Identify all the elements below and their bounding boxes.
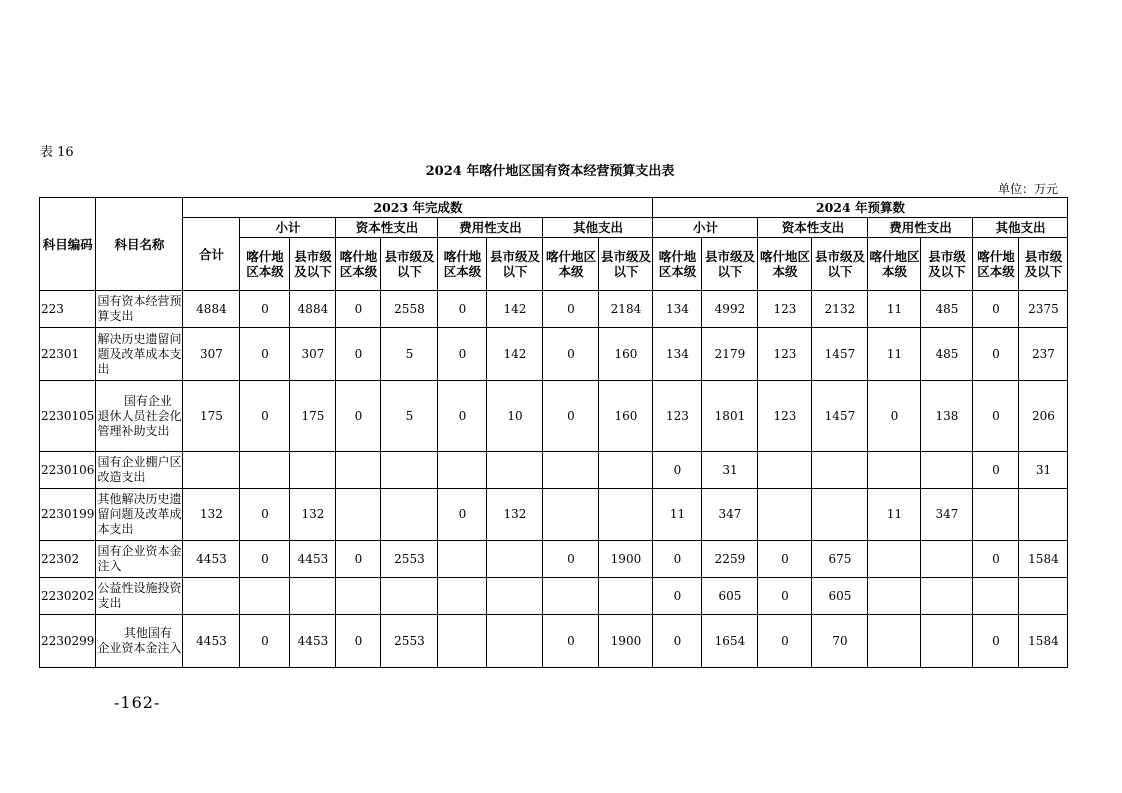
row-value: 0 (973, 615, 1019, 668)
row-name: 解决历史遗留问题及改革成本支出 (96, 328, 183, 381)
row-value: 0 (973, 452, 1019, 489)
row-code: 22301 (40, 328, 96, 381)
row-value: 0 (543, 328, 599, 381)
row-value: 0 (240, 381, 290, 452)
row-value: 605 (812, 578, 868, 615)
row-value: 0 (240, 541, 290, 578)
row-value (973, 578, 1019, 615)
row-code: 2230202 (40, 578, 96, 615)
row-value: 0 (240, 328, 290, 381)
row-value (868, 452, 921, 489)
row-value: 123 (758, 328, 812, 381)
row-value (921, 452, 973, 489)
row-value: 31 (1019, 452, 1068, 489)
row-value: 2553 (381, 541, 438, 578)
header-exp-county-2024: 县市级及以下 (921, 238, 973, 291)
row-name: 国有企业资本金注入 (96, 541, 183, 578)
header-group-2024: 2024 年预算数 (653, 198, 1068, 218)
header-st-local-2023: 喀什地区本级 (240, 238, 290, 291)
row-value (381, 452, 438, 489)
row-value: 307 (290, 328, 336, 381)
row-value (240, 578, 290, 615)
row-value (868, 615, 921, 668)
row-value (812, 489, 868, 541)
row-value (921, 615, 973, 668)
row-value (599, 578, 653, 615)
row-value: 132 (487, 489, 543, 541)
row-value: 160 (599, 381, 653, 452)
header-st-county-2024: 县市级及以下 (702, 238, 758, 291)
row-name: 国有资本经营预算支出 (96, 291, 183, 328)
row-value: 675 (812, 541, 868, 578)
header-exp-local-2023: 喀什地区本级 (438, 238, 487, 291)
header-exp-local-2024: 喀什地区本级 (868, 238, 921, 291)
row-value (240, 452, 290, 489)
row-value: 0 (336, 615, 381, 668)
page-number-suffix: - (153, 693, 161, 712)
row-value: 0 (973, 381, 1019, 452)
row-value (812, 452, 868, 489)
row-value: 142 (487, 291, 543, 328)
row-name: 其他国有企业资本金注入 (96, 615, 183, 668)
row-value: 4453 (290, 541, 336, 578)
row-code: 22302 (40, 541, 96, 578)
header-other-2024: 其他支出 (973, 218, 1068, 238)
row-value: 175 (290, 381, 336, 452)
header-name: 科目名称 (96, 198, 183, 291)
row-value: 0 (438, 489, 487, 541)
row-value: 0 (240, 615, 290, 668)
row-value (599, 452, 653, 489)
row-name: 国有企业棚户区改造支出 (96, 452, 183, 489)
header-subtotal-2023: 小计 (240, 218, 336, 238)
row-value (381, 578, 438, 615)
table-label: 表 16 (40, 145, 74, 160)
table-row (40, 541, 1068, 578)
row-value: 5 (381, 328, 438, 381)
row-value: 2132 (812, 291, 868, 328)
row-value: 485 (921, 291, 973, 328)
row-value: 0 (758, 578, 812, 615)
row-value: 0 (336, 291, 381, 328)
header-oth-county-2024: 县市级及以下 (1019, 238, 1068, 291)
row-value: 4884 (183, 291, 240, 328)
table-row (40, 328, 1068, 381)
row-code: 2230105 (40, 381, 96, 452)
row-value: 0 (438, 291, 487, 328)
row-value: 2259 (702, 541, 758, 578)
row-value: 4992 (702, 291, 758, 328)
row-value: 134 (653, 291, 702, 328)
row-value: 11 (868, 489, 921, 541)
row-value: 11 (653, 489, 702, 541)
page-number-value: 162 (120, 693, 154, 712)
row-value (381, 489, 438, 541)
row-value: 175 (183, 381, 240, 452)
row-value: 0 (438, 381, 487, 452)
row-value: 0 (240, 291, 290, 328)
row-value: 10 (487, 381, 543, 452)
row-value (336, 578, 381, 615)
row-value (599, 489, 653, 541)
row-value: 1584 (1019, 541, 1068, 578)
row-value (290, 578, 336, 615)
row-value: 0 (336, 328, 381, 381)
row-code: 2230106 (40, 452, 96, 489)
header-cap-county-2023: 县市级及以下 (381, 238, 438, 291)
row-value: 0 (543, 615, 599, 668)
table-row (40, 381, 1068, 452)
row-value: 132 (183, 489, 240, 541)
header-expense-2024: 费用性支出 (868, 218, 973, 238)
row-value (438, 615, 487, 668)
row-value (868, 578, 921, 615)
row-value: 123 (758, 291, 812, 328)
row-value: 1654 (702, 615, 758, 668)
row-value: 70 (812, 615, 868, 668)
row-value (1019, 578, 1068, 615)
row-value: 2375 (1019, 291, 1068, 328)
row-code: 2230199 (40, 489, 96, 541)
row-value (290, 452, 336, 489)
row-value: 0 (543, 381, 599, 452)
row-value (336, 452, 381, 489)
row-value: 142 (487, 328, 543, 381)
row-value: 132 (290, 489, 336, 541)
row-value: 4453 (183, 541, 240, 578)
unit-label: 单位：万元 (997, 182, 1058, 196)
header-cap-local-2024: 喀什地区本级 (758, 238, 812, 291)
row-value: 11 (868, 291, 921, 328)
document-title: 2024 年喀什地区国有资本经营预算支出表 (425, 164, 675, 179)
row-value: 2184 (599, 291, 653, 328)
header-code: 科目编码 (40, 198, 96, 291)
row-value (973, 489, 1019, 541)
row-value: 1584 (1019, 615, 1068, 668)
header-exp-county-2023: 县市级及以下 (487, 238, 543, 291)
row-value: 1801 (702, 381, 758, 452)
row-value (1019, 489, 1068, 541)
header-st-local-2024: 喀什地区本级 (653, 238, 702, 291)
row-value: 1900 (599, 541, 653, 578)
row-value (921, 578, 973, 615)
row-value: 0 (653, 452, 702, 489)
row-value: 160 (599, 328, 653, 381)
row-value: 0 (868, 381, 921, 452)
header-oth-county-2023: 县市级及以下 (599, 238, 653, 291)
row-value: 1900 (599, 615, 653, 668)
header-expense-2023: 费用性支出 (438, 218, 543, 238)
page-number (114, 693, 160, 712)
header-oth-local-2024: 喀什地区本级 (973, 238, 1019, 291)
header-capital-2024: 资本性支出 (758, 218, 868, 238)
row-value: 0 (653, 578, 702, 615)
row-value: 347 (921, 489, 973, 541)
row-value (921, 541, 973, 578)
row-value: 31 (702, 452, 758, 489)
row-value (487, 578, 543, 615)
row-value: 2553 (381, 615, 438, 668)
row-value: 2558 (381, 291, 438, 328)
header-total-2023: 合计 (183, 218, 240, 291)
table-row (40, 291, 1068, 328)
table-row (40, 452, 1068, 489)
row-value: 0 (336, 381, 381, 452)
row-value: 4453 (290, 615, 336, 668)
row-value: 605 (702, 578, 758, 615)
row-value: 485 (921, 328, 973, 381)
table-row (40, 578, 1068, 615)
page-number-prefix: - (114, 693, 121, 712)
header-cap-local-2023: 喀什地区本级 (336, 238, 381, 291)
budget-table (39, 197, 1068, 668)
row-value: 0 (543, 541, 599, 578)
header-capital-2023: 资本性支出 (336, 218, 438, 238)
row-value: 0 (653, 615, 702, 668)
row-value: 123 (758, 381, 812, 452)
row-value: 0 (543, 291, 599, 328)
header-other-2023: 其他支出 (543, 218, 653, 238)
row-value: 0 (240, 489, 290, 541)
row-value: 1457 (812, 381, 868, 452)
row-value: 0 (438, 328, 487, 381)
row-value (543, 489, 599, 541)
row-value (438, 541, 487, 578)
row-name: 国有企业退休人员社会化管理补助支出 (96, 381, 183, 452)
row-value (487, 615, 543, 668)
row-name: 其他解决历史遗留问题及改革成本支出 (96, 489, 183, 541)
row-code: 223 (40, 291, 96, 328)
row-value: 4884 (290, 291, 336, 328)
row-value (183, 452, 240, 489)
header-group-2023: 2023 年完成数 (183, 198, 653, 218)
row-value (543, 452, 599, 489)
row-value: 206 (1019, 381, 1068, 452)
row-code: 2230299 (40, 615, 96, 668)
row-value: 0 (973, 541, 1019, 578)
row-value: 0 (973, 328, 1019, 381)
row-value (438, 452, 487, 489)
row-value: 0 (758, 615, 812, 668)
table-row (40, 489, 1068, 541)
row-value: 307 (183, 328, 240, 381)
row-value: 237 (1019, 328, 1068, 381)
row-value: 1457 (812, 328, 868, 381)
row-value: 0 (973, 291, 1019, 328)
row-value: 134 (653, 328, 702, 381)
row-value (543, 578, 599, 615)
header-st-county-2023: 县市级及以下 (290, 238, 336, 291)
row-value (758, 452, 812, 489)
row-name: 公益性设施投资支出 (96, 578, 183, 615)
row-value: 0 (653, 541, 702, 578)
header-cap-county-2024: 县市级及以下 (812, 238, 868, 291)
row-value: 0 (758, 541, 812, 578)
row-value: 11 (868, 328, 921, 381)
row-value (868, 541, 921, 578)
row-value (487, 452, 543, 489)
row-value: 5 (381, 381, 438, 452)
header-oth-local-2023: 喀什地区本级 (543, 238, 599, 291)
row-value: 123 (653, 381, 702, 452)
row-value: 347 (702, 489, 758, 541)
header-subtotal-2024: 小计 (653, 218, 758, 238)
table-row (40, 615, 1068, 668)
row-value (758, 489, 812, 541)
row-value: 0 (336, 541, 381, 578)
row-value: 4453 (183, 615, 240, 668)
row-value (487, 541, 543, 578)
row-value: 138 (921, 381, 973, 452)
row-value (183, 578, 240, 615)
row-value (438, 578, 487, 615)
row-value: 2179 (702, 328, 758, 381)
row-value (336, 489, 381, 541)
